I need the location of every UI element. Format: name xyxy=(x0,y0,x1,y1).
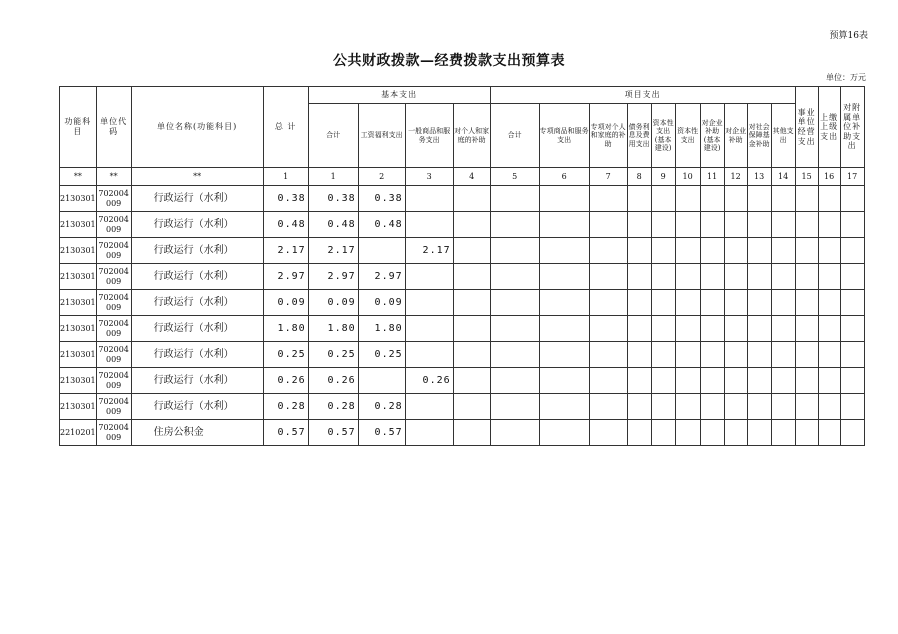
salary-cell: 0.28 xyxy=(358,394,405,420)
empty-cell xyxy=(724,290,747,316)
goods-cell xyxy=(405,290,453,316)
unit-name-cell: 行政运行（水利） xyxy=(131,212,263,238)
empty-cell xyxy=(700,186,724,212)
header-proj-enterprise: 对企业补助 xyxy=(724,104,747,168)
empty-cell xyxy=(840,394,864,420)
empty-cell xyxy=(651,342,675,368)
empty-cell xyxy=(747,212,771,238)
func-code-cell: 2130301 xyxy=(60,342,97,368)
empty-cell xyxy=(675,394,700,420)
goods-cell xyxy=(405,212,453,238)
total-cell: 0.48 xyxy=(263,212,308,238)
table-row xyxy=(60,368,865,394)
empty-cell xyxy=(700,368,724,394)
empty-cell xyxy=(539,342,589,368)
empty-cell xyxy=(490,238,539,264)
empty-cell xyxy=(724,186,747,212)
empty-cell xyxy=(539,238,589,264)
func-code-cell: 2130301 xyxy=(60,186,97,212)
empty-cell xyxy=(700,264,724,290)
table-row xyxy=(60,264,865,290)
func-code-cell: 2210201 xyxy=(60,420,97,446)
empty-cell xyxy=(818,238,840,264)
empty-cell xyxy=(747,316,771,342)
header-institution: 事业单位经营支出 xyxy=(795,87,818,168)
empty-cell xyxy=(747,342,771,368)
empty-cell xyxy=(490,368,539,394)
empty-cell xyxy=(840,316,864,342)
empty-cell xyxy=(700,342,724,368)
salary-cell: 0.48 xyxy=(358,212,405,238)
empty-cell xyxy=(795,394,818,420)
basic-total-cell: 1.80 xyxy=(308,316,358,342)
empty-cell xyxy=(453,290,490,316)
table-row xyxy=(60,290,865,316)
empty-cell xyxy=(627,212,651,238)
column-index-cell: 4 xyxy=(453,168,490,186)
column-index-cell: 14 xyxy=(771,168,795,186)
empty-cell xyxy=(724,368,747,394)
goods-cell xyxy=(405,342,453,368)
empty-cell xyxy=(589,342,627,368)
column-index-cell: 11 xyxy=(700,168,724,186)
empty-cell xyxy=(840,186,864,212)
empty-cell xyxy=(840,342,864,368)
func-code-cell: 2130301 xyxy=(60,290,97,316)
column-index-cell: 1 xyxy=(263,168,308,186)
empty-cell xyxy=(651,212,675,238)
salary-cell: 1.80 xyxy=(358,316,405,342)
empty-cell xyxy=(771,238,795,264)
goods-cell xyxy=(405,186,453,212)
empty-cell xyxy=(627,290,651,316)
empty-cell xyxy=(589,238,627,264)
empty-cell xyxy=(627,238,651,264)
empty-cell xyxy=(539,368,589,394)
header-proj-personal: 专项对个人和家庭的补助 xyxy=(589,104,627,168)
empty-cell xyxy=(675,290,700,316)
column-index-cell: 6 xyxy=(539,168,589,186)
empty-cell xyxy=(453,264,490,290)
unit-code-cell: 702004009 xyxy=(96,290,131,316)
empty-cell xyxy=(818,290,840,316)
empty-cell xyxy=(747,368,771,394)
total-cell: 2.97 xyxy=(263,264,308,290)
empty-cell xyxy=(795,368,818,394)
table-row xyxy=(60,394,865,420)
goods-cell xyxy=(405,264,453,290)
empty-cell xyxy=(747,290,771,316)
empty-cell xyxy=(795,212,818,238)
header-func: 功能科目 xyxy=(60,87,97,168)
salary-cell: 0.38 xyxy=(358,186,405,212)
empty-cell xyxy=(589,394,627,420)
header-basic-goods: 一般商品和服务支出 xyxy=(405,104,453,168)
header-group-project: 项目支出 xyxy=(490,87,795,104)
salary-cell xyxy=(358,238,405,264)
salary-cell: 2.97 xyxy=(358,264,405,290)
salary-cell xyxy=(358,368,405,394)
empty-cell xyxy=(675,420,700,446)
column-index-cell: 7 xyxy=(589,168,627,186)
table-row xyxy=(60,316,865,342)
empty-cell xyxy=(589,368,627,394)
empty-cell xyxy=(539,394,589,420)
empty-cell xyxy=(651,186,675,212)
empty-cell xyxy=(771,186,795,212)
empty-cell xyxy=(724,342,747,368)
basic-total-cell: 0.57 xyxy=(308,420,358,446)
column-index-cell: 5 xyxy=(490,168,539,186)
salary-cell: 0.09 xyxy=(358,290,405,316)
header-total: 总 计 xyxy=(263,87,308,168)
empty-cell xyxy=(675,212,700,238)
empty-cell xyxy=(490,342,539,368)
unit-code-cell: 702004009 xyxy=(96,368,131,394)
empty-cell xyxy=(747,420,771,446)
unit-name-cell: 行政运行（水利） xyxy=(131,342,263,368)
basic-total-cell: 2.17 xyxy=(308,238,358,264)
empty-cell xyxy=(651,290,675,316)
empty-cell xyxy=(840,264,864,290)
empty-cell xyxy=(818,264,840,290)
empty-cell xyxy=(453,238,490,264)
empty-cell xyxy=(589,316,627,342)
goods-cell xyxy=(405,420,453,446)
empty-cell xyxy=(589,420,627,446)
empty-cell xyxy=(700,316,724,342)
empty-cell xyxy=(840,368,864,394)
empty-cell xyxy=(490,290,539,316)
empty-cell xyxy=(818,420,840,446)
func-code-cell: 2130301 xyxy=(60,212,97,238)
column-index-cell: 8 xyxy=(627,168,651,186)
unit-name-cell: 行政运行（水利） xyxy=(131,186,263,212)
empty-cell xyxy=(840,238,864,264)
header-proj-capital-build: 资本性支出(基本建设) xyxy=(651,104,675,168)
empty-cell xyxy=(651,420,675,446)
table-row xyxy=(60,186,865,212)
empty-cell xyxy=(700,394,724,420)
empty-cell xyxy=(771,212,795,238)
unit-name-cell: 行政运行（水利） xyxy=(131,368,263,394)
empty-cell xyxy=(724,420,747,446)
header-proj-total: 合计 xyxy=(490,104,539,168)
basic-total-cell: 0.26 xyxy=(308,368,358,394)
empty-cell xyxy=(840,420,864,446)
header-proj-other: 其他支出 xyxy=(771,104,795,168)
header-proj-debt: 债务利息及费用支出 xyxy=(627,104,651,168)
empty-cell xyxy=(771,420,795,446)
header-upper: 上缴上级支出 xyxy=(818,87,840,168)
empty-cell xyxy=(795,238,818,264)
empty-cell xyxy=(724,238,747,264)
column-index-cell: 12 xyxy=(724,168,747,186)
empty-cell xyxy=(818,342,840,368)
empty-cell xyxy=(490,186,539,212)
empty-cell xyxy=(453,368,490,394)
salary-cell: 0.25 xyxy=(358,342,405,368)
header-subsidiary: 对附属单位补助支出 xyxy=(840,87,864,168)
unit-name-cell: 行政运行（水利） xyxy=(131,238,263,264)
header-proj-social: 对社会保障基金补助 xyxy=(747,104,771,168)
unit-name-cell: 行政运行（水利） xyxy=(131,264,263,290)
empty-cell xyxy=(724,316,747,342)
total-cell: 0.25 xyxy=(263,342,308,368)
unit-name-cell: 行政运行（水利） xyxy=(131,290,263,316)
goods-cell: 0.26 xyxy=(405,368,453,394)
header-proj-enterprise-build: 对企业补助(基本建设) xyxy=(700,104,724,168)
basic-total-cell: 2.97 xyxy=(308,264,358,290)
unit-code-cell: 702004009 xyxy=(96,212,131,238)
empty-cell xyxy=(771,290,795,316)
empty-cell xyxy=(747,186,771,212)
empty-cell xyxy=(539,186,589,212)
column-index-cell: 17 xyxy=(840,168,864,186)
empty-cell xyxy=(675,264,700,290)
empty-cell xyxy=(651,238,675,264)
empty-cell xyxy=(453,212,490,238)
column-index-cell: 2 xyxy=(358,168,405,186)
empty-cell xyxy=(747,264,771,290)
empty-cell xyxy=(453,316,490,342)
empty-cell xyxy=(589,212,627,238)
header-unit-code: 单位代码 xyxy=(96,87,131,168)
empty-cell xyxy=(589,290,627,316)
basic-total-cell: 0.38 xyxy=(308,186,358,212)
form-id: 预算16表 xyxy=(829,31,868,41)
func-code-cell: 2130301 xyxy=(60,368,97,394)
empty-cell xyxy=(700,290,724,316)
page-title: 公共财政拨款—经费拨款支出预算表 xyxy=(333,53,565,69)
empty-cell xyxy=(818,368,840,394)
empty-cell xyxy=(627,342,651,368)
unit-code-cell: 702004009 xyxy=(96,420,131,446)
budget-table xyxy=(59,86,865,446)
total-cell: 1.80 xyxy=(263,316,308,342)
empty-cell xyxy=(724,212,747,238)
empty-cell xyxy=(627,316,651,342)
empty-cell xyxy=(453,186,490,212)
empty-cell xyxy=(771,264,795,290)
unit-label: 单位：万元 xyxy=(826,73,866,82)
empty-cell xyxy=(747,238,771,264)
column-index-cell: 16 xyxy=(818,168,840,186)
column-index-cell: ** xyxy=(131,168,263,186)
table-row xyxy=(60,212,865,238)
func-code-cell: 2130301 xyxy=(60,394,97,420)
empty-cell xyxy=(675,186,700,212)
unit-code-cell: 702004009 xyxy=(96,316,131,342)
table-row xyxy=(60,238,865,264)
empty-cell xyxy=(627,368,651,394)
empty-cell xyxy=(795,264,818,290)
table-row xyxy=(60,342,865,368)
empty-cell xyxy=(795,342,818,368)
empty-cell xyxy=(490,316,539,342)
column-index-cell: 3 xyxy=(405,168,453,186)
column-index-cell: ** xyxy=(60,168,97,186)
empty-cell xyxy=(675,368,700,394)
empty-cell xyxy=(795,316,818,342)
unit-code-cell: 702004009 xyxy=(96,186,131,212)
empty-cell xyxy=(795,420,818,446)
total-cell: 0.26 xyxy=(263,368,308,394)
column-index-cell: 9 xyxy=(651,168,675,186)
empty-cell xyxy=(700,212,724,238)
empty-cell xyxy=(453,394,490,420)
empty-cell xyxy=(675,316,700,342)
empty-cell xyxy=(818,212,840,238)
goods-cell xyxy=(405,394,453,420)
column-index-cell: 1 xyxy=(308,168,358,186)
empty-cell xyxy=(539,264,589,290)
total-cell: 0.09 xyxy=(263,290,308,316)
empty-cell xyxy=(453,342,490,368)
unit-name-cell: 行政运行（水利） xyxy=(131,394,263,420)
total-cell: 0.57 xyxy=(263,420,308,446)
header-proj-goods: 专项商品和服务支出 xyxy=(539,104,589,168)
empty-cell xyxy=(651,316,675,342)
unit-code-cell: 702004009 xyxy=(96,394,131,420)
empty-cell xyxy=(589,186,627,212)
basic-total-cell: 0.48 xyxy=(308,212,358,238)
header-basic-personal: 对个人和家庭的补助 xyxy=(453,104,490,168)
column-index-cell: 10 xyxy=(675,168,700,186)
empty-cell xyxy=(453,420,490,446)
empty-cell xyxy=(771,316,795,342)
column-index-cell: 15 xyxy=(795,168,818,186)
empty-cell xyxy=(589,264,627,290)
func-code-cell: 2130301 xyxy=(60,238,97,264)
header-basic-total: 合计 xyxy=(308,104,358,168)
empty-cell xyxy=(651,368,675,394)
basic-total-cell: 0.28 xyxy=(308,394,358,420)
empty-cell xyxy=(840,212,864,238)
empty-cell xyxy=(771,342,795,368)
empty-cell xyxy=(627,186,651,212)
empty-cell xyxy=(818,316,840,342)
empty-cell xyxy=(651,264,675,290)
empty-cell xyxy=(747,394,771,420)
empty-cell xyxy=(627,264,651,290)
basic-total-cell: 0.25 xyxy=(308,342,358,368)
goods-cell xyxy=(405,316,453,342)
unit-code-cell: 702004009 xyxy=(96,264,131,290)
total-cell: 2.17 xyxy=(263,238,308,264)
empty-cell xyxy=(490,264,539,290)
empty-cell xyxy=(539,420,589,446)
empty-cell xyxy=(771,394,795,420)
empty-cell xyxy=(724,264,747,290)
empty-cell xyxy=(675,342,700,368)
empty-cell xyxy=(675,238,700,264)
empty-cell xyxy=(539,316,589,342)
header-basic-salary: 工资福利支出 xyxy=(358,104,405,168)
empty-cell xyxy=(795,186,818,212)
header-proj-capital: 资本性支出 xyxy=(675,104,700,168)
unit-code-cell: 702004009 xyxy=(96,342,131,368)
unit-name-cell: 行政运行（水利） xyxy=(131,316,263,342)
empty-cell xyxy=(627,420,651,446)
header-unit-name: 单位名称(功能科目) xyxy=(131,87,263,168)
table-row xyxy=(60,420,865,446)
empty-cell xyxy=(818,394,840,420)
unit-code-cell: 702004009 xyxy=(96,238,131,264)
empty-cell xyxy=(724,394,747,420)
empty-cell xyxy=(490,212,539,238)
empty-cell xyxy=(795,290,818,316)
empty-cell xyxy=(700,238,724,264)
goods-cell: 2.17 xyxy=(405,238,453,264)
empty-cell xyxy=(771,368,795,394)
basic-total-cell: 0.09 xyxy=(308,290,358,316)
column-index-row xyxy=(60,168,865,186)
empty-cell xyxy=(490,394,539,420)
empty-cell xyxy=(840,290,864,316)
func-code-cell: 2130301 xyxy=(60,316,97,342)
empty-cell xyxy=(700,420,724,446)
empty-cell xyxy=(818,186,840,212)
header-group-basic: 基本支出 xyxy=(308,87,490,104)
empty-cell xyxy=(651,394,675,420)
unit-name-cell: 住房公积金 xyxy=(131,420,263,446)
empty-cell xyxy=(539,212,589,238)
total-cell: 0.28 xyxy=(263,394,308,420)
empty-cell xyxy=(627,394,651,420)
func-code-cell: 2130301 xyxy=(60,264,97,290)
column-index-cell: 13 xyxy=(747,168,771,186)
total-cell: 0.38 xyxy=(263,186,308,212)
empty-cell xyxy=(539,290,589,316)
column-index-cell: ** xyxy=(96,168,131,186)
salary-cell: 0.57 xyxy=(358,420,405,446)
empty-cell xyxy=(490,420,539,446)
